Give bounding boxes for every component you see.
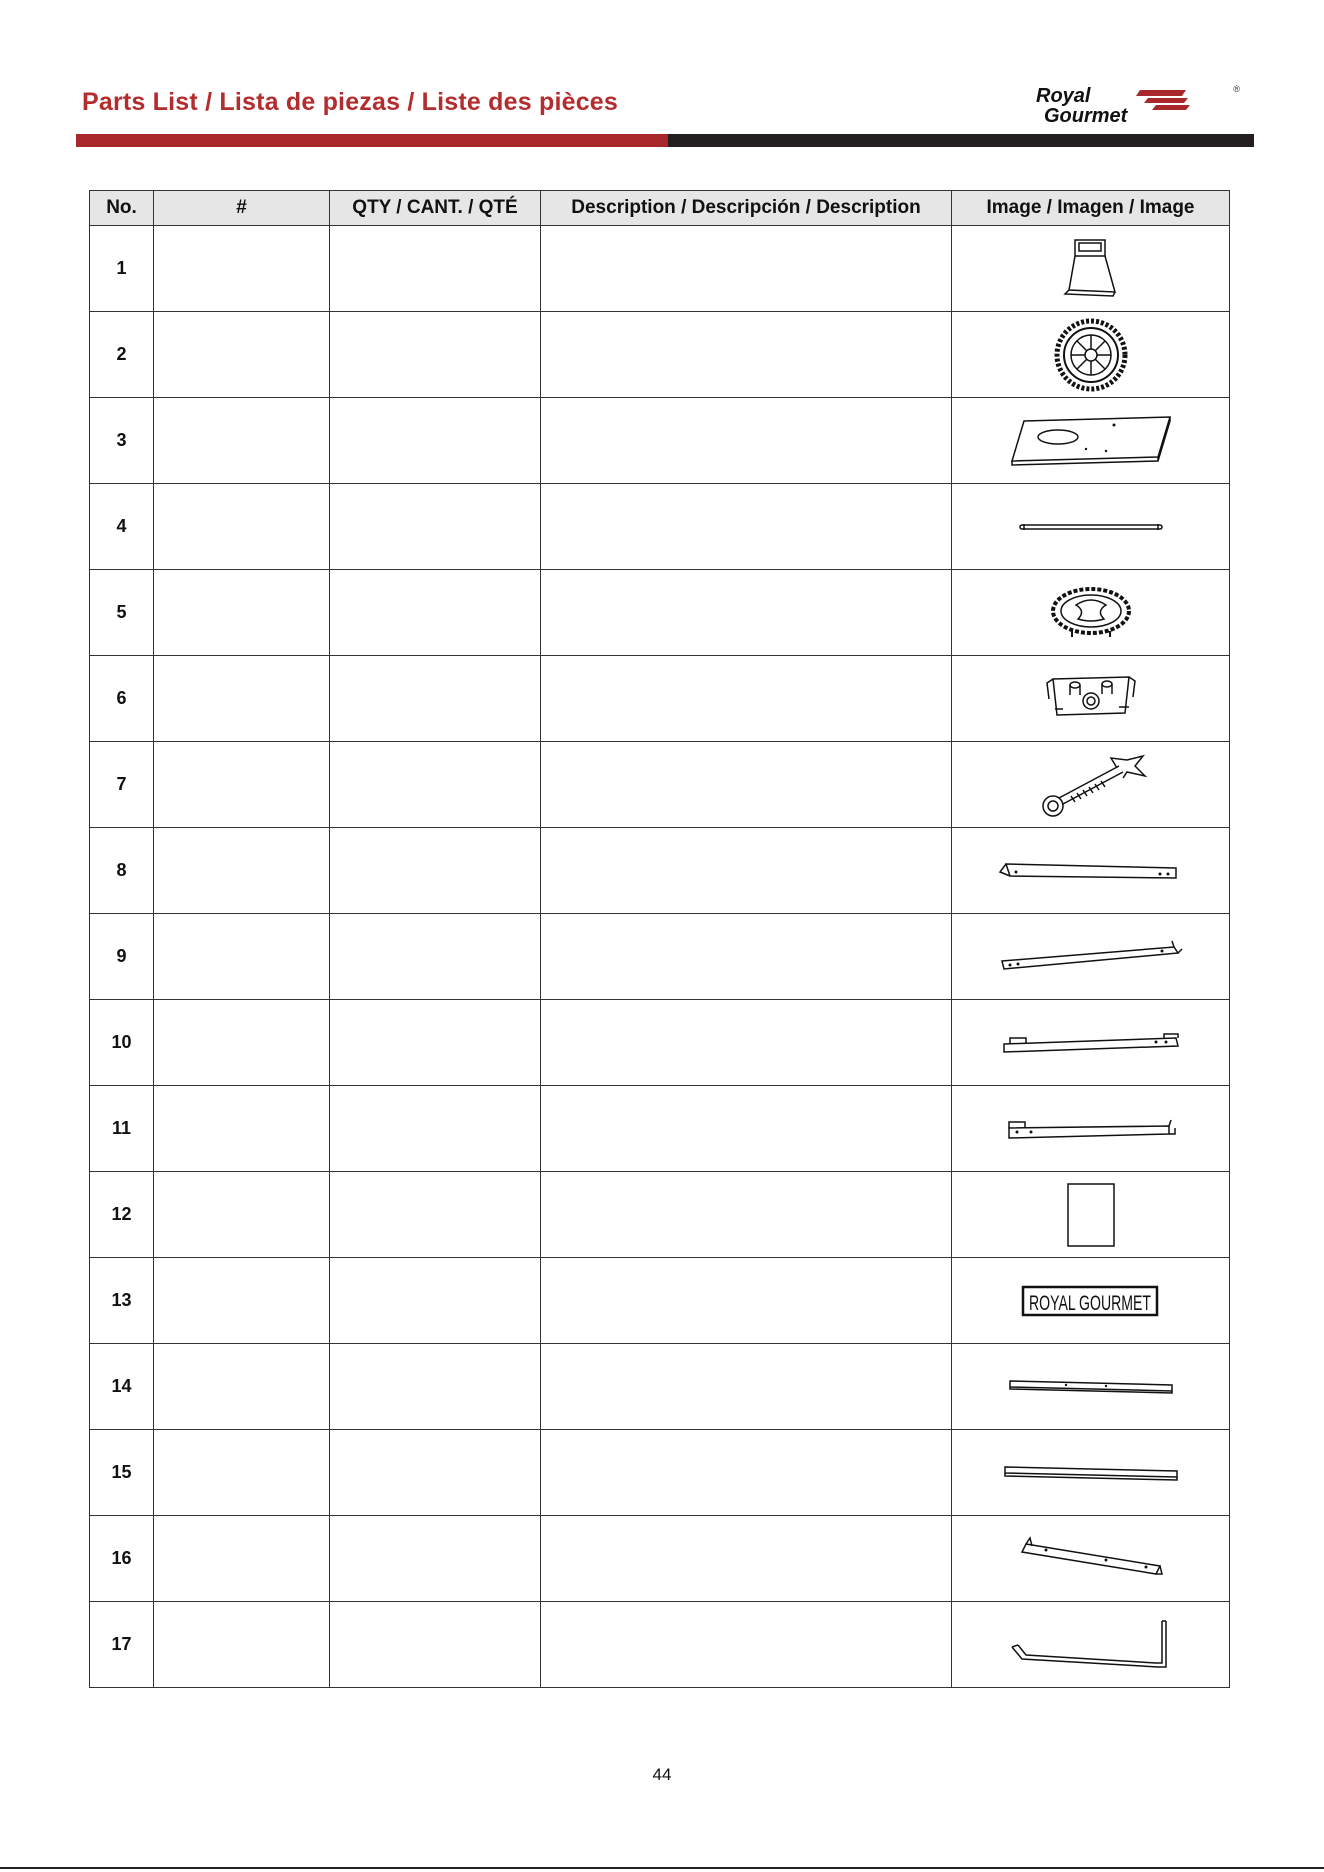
image-cell <box>952 398 1230 484</box>
row-number: 17 <box>90 1602 154 1688</box>
parts-table <box>89 190 1230 1688</box>
table-row <box>90 226 1230 312</box>
description-cell <box>541 1258 952 1344</box>
image-cell <box>952 312 1230 398</box>
image-cell <box>952 570 1230 656</box>
row-number: 5 <box>90 570 154 656</box>
row-number: 10 <box>90 1000 154 1086</box>
nameplate-icon <box>1021 1283 1161 1319</box>
row-number: 2 <box>90 312 154 398</box>
key-cell <box>154 914 330 1000</box>
qty-cell <box>330 484 541 570</box>
description-cell <box>541 570 952 656</box>
rail-bracket-icon <box>996 1028 1186 1058</box>
description-cell <box>541 484 952 570</box>
image-cell <box>952 1172 1230 1258</box>
key-cell <box>154 828 330 914</box>
table-row <box>90 312 1230 398</box>
key-cell <box>154 1000 330 1086</box>
key-cell <box>154 1516 330 1602</box>
table-header-row <box>90 191 1230 226</box>
table-row <box>90 742 1230 828</box>
header-bar-dark <box>668 134 1254 147</box>
key-cell <box>154 1430 330 1516</box>
table-row <box>90 1516 1230 1602</box>
image-cell <box>952 914 1230 1000</box>
caster-bracket-icon <box>1041 669 1141 729</box>
qty-cell <box>330 1516 541 1602</box>
table-row <box>90 1602 1230 1688</box>
description-cell <box>541 1344 952 1430</box>
axle-rod-icon <box>1016 520 1166 534</box>
table-row <box>90 828 1230 914</box>
row-number: 11 <box>90 1086 154 1172</box>
qty-cell <box>330 226 541 312</box>
description-cell <box>541 1172 952 1258</box>
key-cell <box>154 570 330 656</box>
image-cell <box>952 226 1230 312</box>
qty-cell <box>330 1602 541 1688</box>
table-row <box>90 484 1230 570</box>
key-cell <box>154 1602 330 1688</box>
table-row <box>90 398 1230 484</box>
registered-mark: ® <box>1233 84 1240 94</box>
qty-cell <box>330 1172 541 1258</box>
description-cell <box>541 656 952 742</box>
image-cell <box>952 828 1230 914</box>
description-cell <box>541 398 952 484</box>
leg-bracket-icon <box>1051 234 1131 304</box>
row-number: 13 <box>90 1258 154 1344</box>
page-number: 44 <box>652 1765 672 1784</box>
qty-cell <box>330 1086 541 1172</box>
image-cell <box>952 1086 1230 1172</box>
qty-cell <box>330 570 541 656</box>
col-header-description: Description / Descripción / Description <box>541 191 952 226</box>
row-number: 14 <box>90 1344 154 1430</box>
row-number: 16 <box>90 1516 154 1602</box>
col-header-key: # <box>154 191 330 226</box>
key-cell <box>154 312 330 398</box>
nameplate-text: ROYAL GOURMET <box>1028 1291 1151 1315</box>
qty-cell <box>330 742 541 828</box>
table-row <box>90 1430 1230 1516</box>
row-number: 8 <box>90 828 154 914</box>
col-header-qty: QTY / CANT. / QTÉ <box>330 191 541 226</box>
header-bar-red <box>76 134 668 147</box>
row-number: 7 <box>90 742 154 828</box>
key-cell <box>154 484 330 570</box>
key-cell <box>154 1086 330 1172</box>
description-cell <box>541 1000 952 1086</box>
qty-cell <box>330 828 541 914</box>
description-cell <box>541 1602 952 1688</box>
image-cell <box>952 1602 1230 1688</box>
image-cell <box>952 484 1230 570</box>
key-cell <box>154 1258 330 1344</box>
image-cell <box>952 1516 1230 1602</box>
col-header-no: No. <box>90 191 154 226</box>
qty-cell <box>330 1344 541 1430</box>
panel-sheet-icon <box>1061 1180 1121 1250</box>
description-cell <box>541 226 952 312</box>
qty-cell <box>330 1000 541 1086</box>
table-row <box>90 1172 1230 1258</box>
key-cell <box>154 1344 330 1430</box>
page-title: Parts List / Lista de piezas / Liste des pièces <box>82 88 618 116</box>
table-row <box>90 1258 1230 1344</box>
image-cell <box>952 1430 1230 1516</box>
flat-bar-icon <box>1006 1375 1176 1399</box>
logo-line2: Gourmet <box>1044 105 1128 127</box>
description-cell <box>541 828 952 914</box>
row-number: 6 <box>90 656 154 742</box>
col-header-image: Image / Imagen / Image <box>952 191 1230 226</box>
row-number: 12 <box>90 1172 154 1258</box>
qty-cell <box>330 312 541 398</box>
image-cell <box>952 1344 1230 1430</box>
description-cell <box>541 1430 952 1516</box>
table-row <box>90 1000 1230 1086</box>
support-rail-icon <box>1001 1114 1181 1144</box>
description-cell <box>541 742 952 828</box>
table-row <box>90 656 1230 742</box>
description-cell <box>541 1086 952 1172</box>
qty-cell <box>330 398 541 484</box>
side-rail-icon <box>996 856 1186 886</box>
key-cell <box>154 226 330 312</box>
key-cell <box>154 1172 330 1258</box>
table-row <box>90 1344 1230 1430</box>
description-cell <box>541 1516 952 1602</box>
long-bar-icon <box>1001 1461 1181 1485</box>
logo-line1: Royal <box>1036 85 1091 107</box>
qty-cell <box>330 1430 541 1516</box>
table-row <box>90 1086 1230 1172</box>
image-cell <box>952 1000 1230 1086</box>
royal-gourmet-logo-icon <box>1036 84 1236 127</box>
qty-cell <box>330 914 541 1000</box>
flame-stripes-icon <box>1136 90 1190 110</box>
description-cell <box>541 312 952 398</box>
wheel-icon <box>1051 317 1131 393</box>
key-cell <box>154 656 330 742</box>
table-row <box>90 570 1230 656</box>
brand-logo <box>1036 84 1240 127</box>
image-cell <box>952 1258 1230 1344</box>
row-number: 1 <box>90 226 154 312</box>
row-number: 4 <box>90 484 154 570</box>
row-number: 9 <box>90 914 154 1000</box>
bottom-panel-icon <box>1006 411 1176 471</box>
image-cell <box>952 656 1230 742</box>
key-cell <box>154 398 330 484</box>
qty-cell <box>330 1258 541 1344</box>
row-number: 15 <box>90 1430 154 1516</box>
qty-cell <box>330 656 541 742</box>
tilted-bar-icon <box>1016 1534 1166 1584</box>
bolt-icon <box>1031 750 1151 820</box>
table-row <box>90 914 1230 1000</box>
handle-rod-icon <box>1006 1617 1176 1673</box>
description-cell <box>541 914 952 1000</box>
image-cell <box>952 742 1230 828</box>
footer-rule <box>0 1867 1324 1869</box>
row-number: 3 <box>90 398 154 484</box>
angled-rail-icon <box>996 937 1186 977</box>
key-cell <box>154 742 330 828</box>
ash-pan-holder-icon <box>1046 583 1136 643</box>
